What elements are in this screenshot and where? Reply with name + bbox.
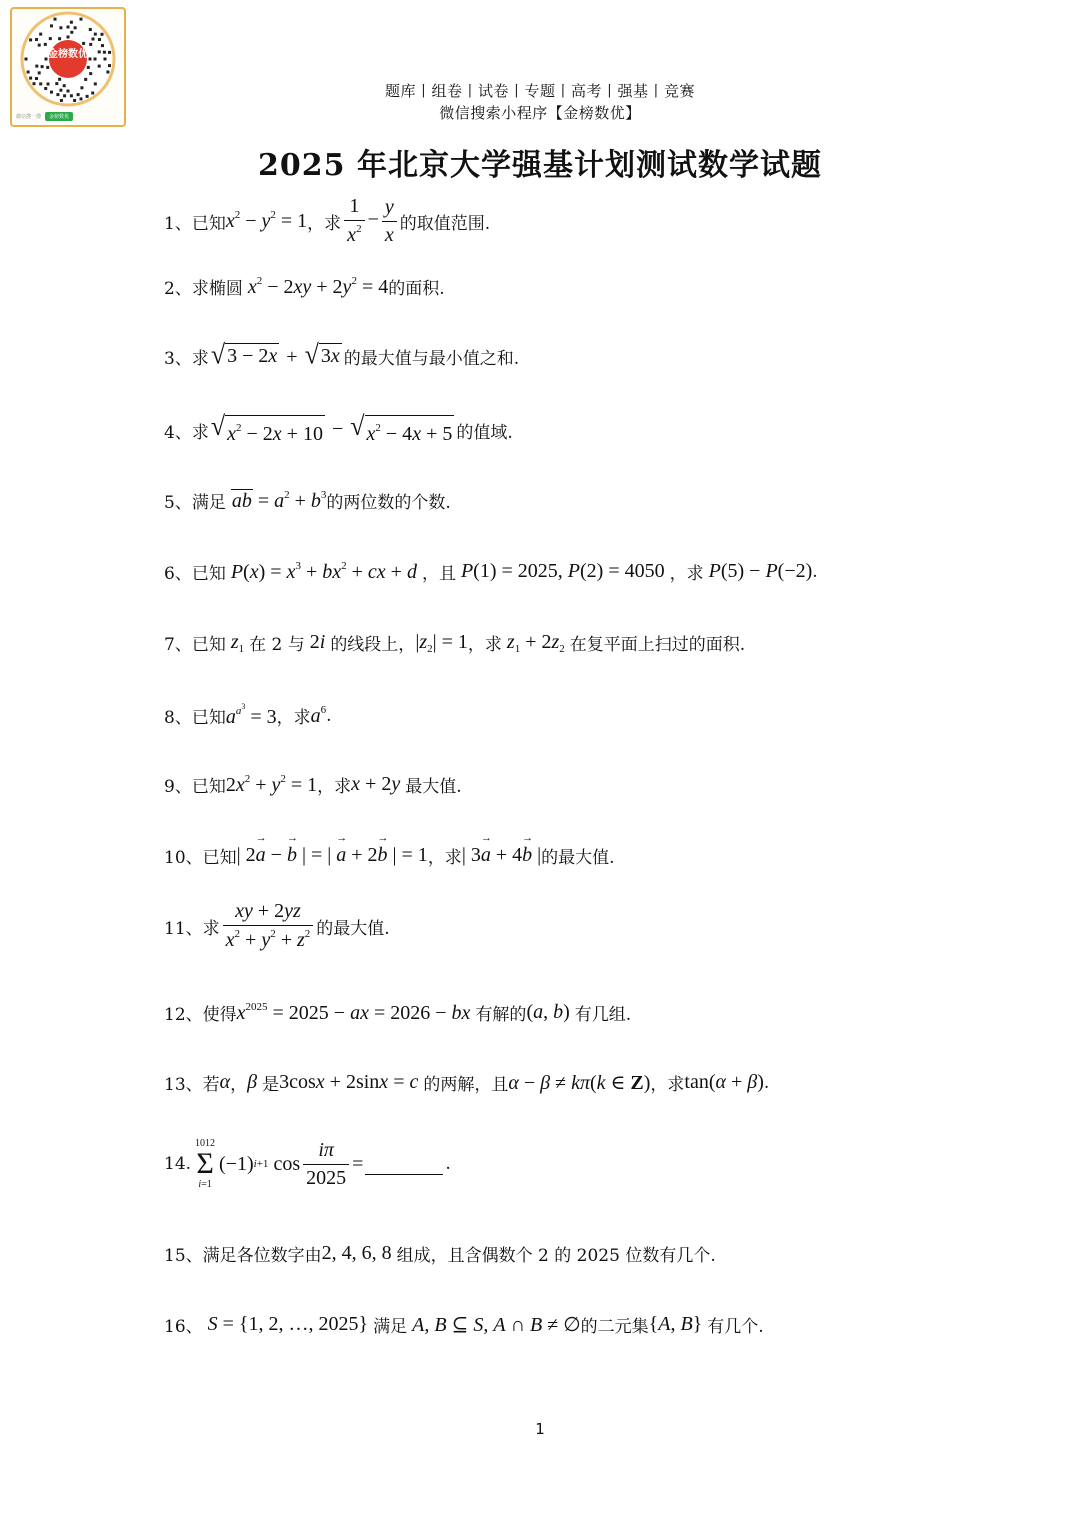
math-expression: $P(x) = x^3 + bx^2$ + cx + d: [230, 559, 417, 583]
logo-brand: 金榜数优: [48, 49, 88, 60]
math-expression: (a, b): [526, 1001, 575, 1023]
question-5: [164, 488, 451, 513]
math-expression: {A, B}: [648, 1313, 708, 1335]
question-text: 已知: [191, 213, 226, 234]
question-text: 求: [191, 423, 209, 443]
logo-caption-left: 微信搜一搜: [16, 114, 42, 120]
question-text: 的两位数的个数.: [326, 493, 451, 513]
question-text: 已知: [191, 708, 226, 728]
question-text: 已知: [191, 635, 226, 655]
question-text: 最大值.: [405, 777, 462, 797]
question-text: ，求: [317, 777, 352, 797]
math-expression: β: [247, 1071, 258, 1093]
question-text: 的面积.: [388, 279, 445, 299]
question-number: 4、: [164, 423, 192, 443]
page-number: 1: [535, 1420, 545, 1438]
question-number: 14.: [164, 1154, 192, 1174]
question-text: 求: [191, 348, 209, 369]
question-13: [164, 1070, 769, 1095]
question-text: 有几组.: [574, 1005, 632, 1025]
math-expression: α: [219, 1071, 231, 1093]
question-number: 9、: [164, 777, 192, 797]
question-number: 16、: [164, 1317, 203, 1337]
math-expression: A, B ⊆ S, A ∩ B ≠ ∅: [412, 1314, 581, 1336]
math-expression: 1012 Σ i=1 (−1) i+1 cos $\frac{i\pi}{2025}$ =: [191, 1138, 445, 1190]
question-text: 在复平面上扫过的面积.: [569, 635, 746, 655]
math-expression: 2, 4, 6, 8: [321, 1242, 397, 1264]
question-number: 2、: [164, 279, 192, 299]
question-text: 求椭圆: [191, 279, 243, 299]
math-expression: 3cosx + 2sinx = c: [279, 1071, 419, 1093]
math-expression: $x^2 - y^2 = 1$: [225, 209, 308, 232]
question-text: 已知: [191, 777, 226, 797]
question-4: [164, 411, 513, 446]
question-text: 已知: [191, 564, 226, 584]
question-number: 15、: [164, 1246, 203, 1266]
question-10: [164, 843, 615, 868]
answer-blank[interactable]: [365, 1154, 443, 1175]
question-number: 5、: [164, 493, 192, 513]
header-nav: 题库丨组卷丨试卷丨专题丨高考丨强基丨竞赛: [384, 82, 695, 100]
question-16: [164, 1312, 764, 1337]
question-2: [164, 274, 445, 299]
question-number: 1、: [164, 213, 192, 234]
math-expression: S = {1, 2, …, 2025}: [207, 1313, 374, 1335]
math-expression: α − β ≠ kπ(k ∈ Z): [508, 1072, 651, 1094]
question-text: ，且: [421, 564, 456, 584]
question-text: 有几个.: [707, 1317, 764, 1337]
math-expression: 2i: [304, 631, 326, 653]
math-expression: $a^{a^3} = 3$: [225, 702, 277, 728]
question-text: ，求: [467, 635, 502, 655]
question-text: 的最大值.: [316, 918, 390, 939]
question-number: 3、: [164, 348, 192, 369]
math-expression: $|z_2| = 1$: [415, 630, 468, 655]
question-text: 满足: [373, 1317, 408, 1337]
question-text: 的线段上，: [330, 635, 416, 655]
question-text: 使得: [202, 1005, 237, 1025]
question-text: 的值域.: [456, 423, 513, 443]
math-expression: | 2→ a − → b | = | → a + 2→ b | = 1: [237, 844, 428, 867]
question-3: [164, 339, 520, 370]
math-expression: P(5) − P(−2): [708, 560, 813, 582]
question-text: 组成，且含偶数个 2 的 2025 位数有几个.: [396, 1246, 716, 1266]
question-text: 求: [202, 918, 220, 939]
question-text: 在 2 与: [249, 635, 305, 655]
question-text: ，求: [669, 564, 704, 584]
math-expression: tan(α + β): [684, 1071, 764, 1093]
question-text: .: [763, 1072, 770, 1093]
question-text: 的两解，且: [423, 1075, 509, 1095]
question-text: ，求: [650, 1075, 685, 1095]
question-9: [164, 772, 462, 797]
question-15: [164, 1241, 716, 1266]
question-6: [164, 559, 818, 584]
question-text: 已知: [202, 848, 237, 868]
question-text: 是: [262, 1075, 280, 1095]
math-expression: $x^2 - 2xy + 2y^2 = 4$: [247, 274, 389, 298]
question-text: ，求: [307, 213, 342, 234]
math-expression: | 3→ a + 4→ b |: [462, 844, 541, 867]
math-expression: $z_1 + 2z_2$: [506, 630, 565, 655]
question-number: 13、: [164, 1075, 203, 1095]
question-text: .: [812, 561, 818, 582]
question-text: 若: [202, 1075, 220, 1095]
question-text: .: [445, 1154, 451, 1174]
math-expression: ab = $a^2 + b^3$: [231, 488, 327, 512]
question-number: 12、: [164, 1005, 203, 1025]
math-expression: √ 3 − 2x + √ 3x: [210, 339, 340, 370]
question-text: ，求: [427, 848, 462, 868]
question-text: ，: [230, 1075, 248, 1095]
question-text: 有解的: [475, 1005, 527, 1025]
question-7: [164, 630, 745, 655]
math-expression: $a^6$: [310, 703, 327, 727]
math-expression: $\frac{1}{x^2}$ − $\frac{y}{x}$: [341, 195, 400, 247]
question-text: 的最大值与最小值之和.: [343, 348, 520, 369]
question-11: [164, 900, 390, 952]
question-text: ，求: [276, 708, 311, 728]
question-text: 的取值范围.: [399, 213, 491, 234]
logo-caption-right: 金榜数优: [45, 112, 73, 121]
header-search-hint: 微信搜索小程序【金榜数优】: [439, 104, 641, 122]
question-text: 满足各位数字由: [202, 1246, 322, 1266]
question-text: .: [326, 705, 332, 726]
math-expression: x + 2y: [351, 773, 401, 795]
math-expression: $2x^2 + y^2 = 1$: [225, 772, 318, 796]
math-expression: $x^{2025} = 2025$ − ax = 2026 − bx: [236, 1000, 471, 1024]
math-expression: √ $x^2 - 2x + 10$ − √ $x^2 - 4x + 5$: [210, 411, 453, 445]
math-expression: $\frac{xy + 2yz}{x^2 + y^2 + z^2}$: [220, 900, 317, 952]
question-number: 11、: [164, 918, 203, 939]
question-12: [164, 1000, 631, 1025]
question-number: 6、: [164, 564, 192, 584]
question-14: [164, 1138, 451, 1190]
question-number: 10、: [164, 848, 203, 868]
math-expression: $z_1$: [230, 630, 245, 655]
question-text: 的二元集: [580, 1317, 649, 1337]
question-number: 8、: [164, 708, 192, 728]
question-text: 的最大值.: [541, 848, 615, 868]
question-number: 7、: [164, 635, 192, 655]
math-expression: P(1) = 2025, P(2) = 4050: [460, 560, 670, 582]
page-title: 2025 年北京大学强基计划测试数学试题: [258, 148, 822, 183]
question-text: 满足: [191, 493, 226, 513]
question-8: [164, 702, 332, 729]
question-1: [164, 195, 490, 247]
